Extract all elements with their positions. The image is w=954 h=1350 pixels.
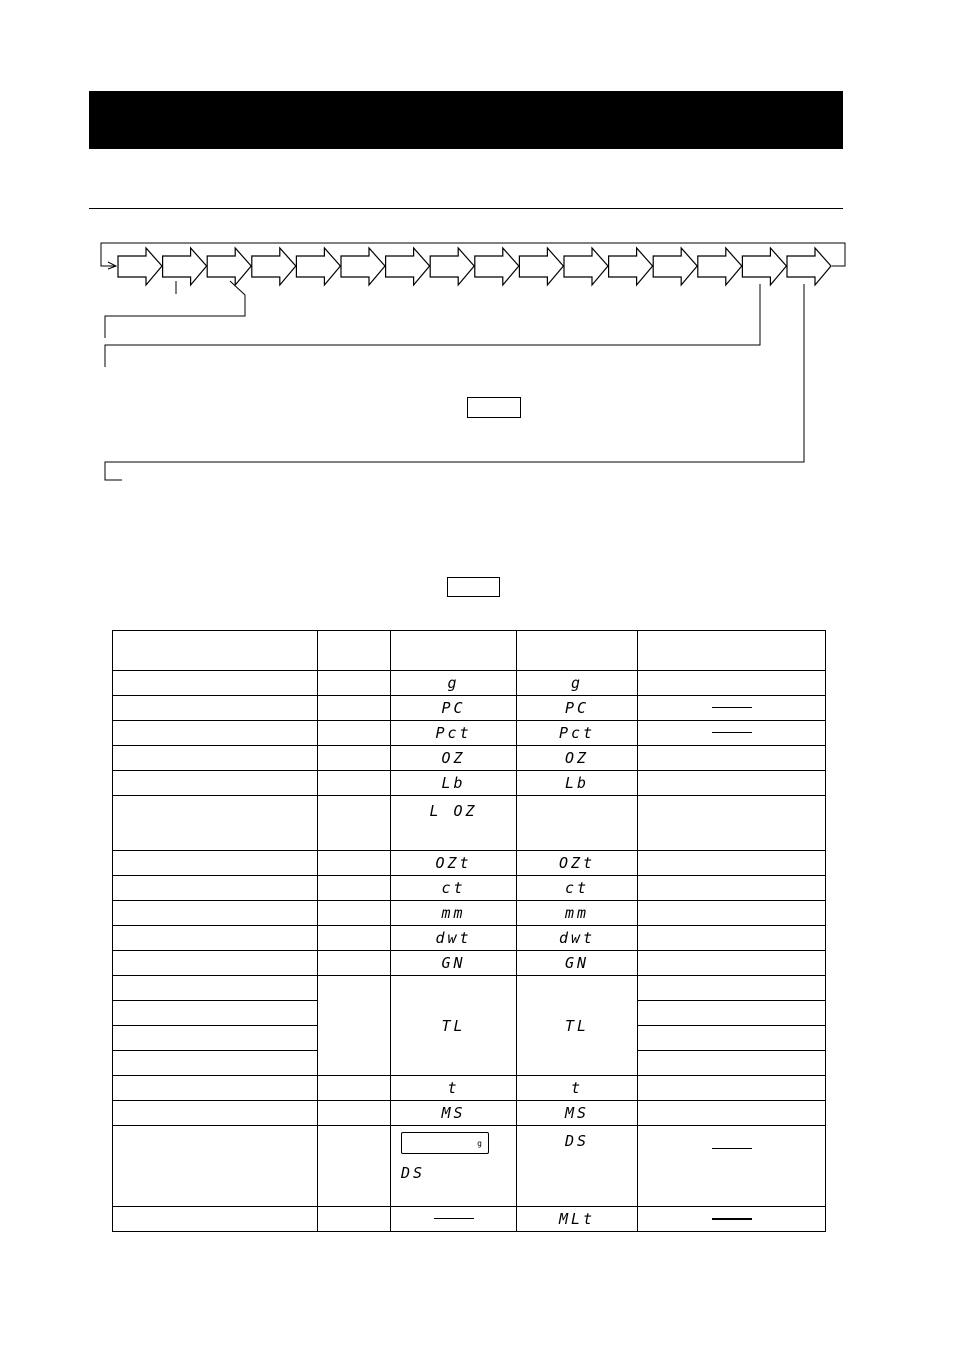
dash-mark — [712, 1218, 752, 1220]
sequence-step-arrow — [475, 248, 519, 285]
display-b-cell: ct — [517, 876, 638, 901]
table-row — [113, 671, 826, 696]
display-a-cell: OZt — [391, 851, 517, 876]
note-cell — [638, 876, 826, 901]
unit-name-cell — [113, 951, 318, 976]
table-row — [113, 696, 826, 721]
unit-code-cell — [318, 721, 391, 746]
display-b-cell: PC — [517, 696, 638, 721]
unit-name-cell — [113, 1101, 318, 1126]
note-cell — [638, 951, 826, 976]
unit-name-cell — [113, 1001, 318, 1026]
unit-code-cell — [318, 901, 391, 926]
sequence-step-arrow — [386, 248, 430, 285]
unit-name-cell — [113, 1126, 318, 1207]
unit-name-cell — [113, 746, 318, 771]
note-cell — [638, 1207, 826, 1232]
unit-code-cell — [318, 851, 391, 876]
unit-code-cell — [318, 976, 391, 1076]
dash-mark — [712, 1148, 752, 1149]
unit-name-cell — [113, 876, 318, 901]
display-a-cell — [391, 1126, 517, 1207]
unit-name-cell — [113, 671, 318, 696]
sequence-step-arrow — [609, 248, 653, 285]
table-row — [113, 721, 826, 746]
note-cell — [638, 976, 826, 1001]
display-a-cell — [391, 1207, 517, 1232]
lcd-display-icon — [401, 1132, 489, 1154]
display-b-cell: GN — [517, 951, 638, 976]
dash-mark — [712, 732, 752, 733]
note-cell — [638, 1126, 826, 1207]
unit-code-cell — [318, 876, 391, 901]
display-b-cell — [517, 796, 638, 851]
header-cell — [638, 631, 826, 671]
sequence-step-arrow — [787, 248, 831, 285]
display-a-cell: L OZ — [391, 796, 517, 851]
display-b-cell: OZ — [517, 746, 638, 771]
ds-label: DS — [401, 1164, 426, 1182]
table-row — [113, 851, 826, 876]
branch-line-2 — [105, 284, 760, 367]
note-cell — [638, 1101, 826, 1126]
note-cell — [638, 671, 826, 696]
key-box — [467, 397, 521, 418]
display-b-cell: mm — [517, 901, 638, 926]
unit-code-cell — [318, 926, 391, 951]
note-cell — [638, 926, 826, 951]
note-cell — [638, 696, 826, 721]
note-cell — [638, 771, 826, 796]
unit-name-cell — [113, 796, 318, 851]
unit-name-cell — [113, 851, 318, 876]
table-row — [113, 876, 826, 901]
sequence-step-arrow — [252, 248, 296, 285]
display-a-cell: Lb — [391, 771, 517, 796]
display-a-cell: dwt — [391, 926, 517, 951]
unit-code-cell — [318, 771, 391, 796]
sequence-step-arrow — [118, 248, 162, 285]
unit-name-cell — [113, 1051, 318, 1076]
lcd-unit: g — [477, 1139, 482, 1148]
table-row — [113, 951, 826, 976]
display-a-cell: mm — [391, 901, 517, 926]
display-a-cell: GN — [391, 951, 517, 976]
display-b-cell: dwt — [517, 926, 638, 951]
table-row — [113, 1207, 826, 1232]
display-b-cell: MS — [517, 1101, 638, 1126]
unit-name-cell — [113, 901, 318, 926]
note-cell — [638, 851, 826, 876]
display-a-cell: t — [391, 1076, 517, 1101]
sequence-step-arrow — [341, 248, 385, 285]
sequence-step-arrow — [698, 248, 742, 285]
sequence-step-arrow — [430, 248, 474, 285]
table-row — [113, 1101, 826, 1126]
sequence-step-arrow — [653, 248, 697, 285]
note-cell — [638, 1051, 826, 1076]
display-a-cell: OZ — [391, 746, 517, 771]
table-row — [113, 926, 826, 951]
table-row — [113, 901, 826, 926]
unit-code-cell — [318, 1207, 391, 1232]
header-cell — [318, 631, 391, 671]
unit-name-cell — [113, 926, 318, 951]
unit-table — [112, 630, 826, 1232]
note-cell — [638, 1001, 826, 1026]
table-row — [113, 796, 826, 851]
display-a-cell: ct — [391, 876, 517, 901]
sequence-step-arrow — [296, 248, 340, 285]
display-b-cell: Pct — [517, 721, 638, 746]
table-row — [113, 746, 826, 771]
unit-code-cell — [318, 1126, 391, 1207]
unit-code-cell — [318, 671, 391, 696]
dash-mark — [434, 1218, 474, 1219]
unit-name-cell — [113, 1076, 318, 1101]
display-a-cell: g — [391, 671, 517, 696]
table-row — [113, 1076, 826, 1101]
display-a-cell: PC — [391, 696, 517, 721]
display-b-cell: t — [517, 1076, 638, 1101]
display-b-cell: g — [517, 671, 638, 696]
unit-name-cell — [113, 771, 318, 796]
display-a-cell: TL — [391, 976, 517, 1076]
unit-name-cell — [113, 1026, 318, 1051]
note-cell — [638, 1026, 826, 1051]
table-row — [113, 1126, 826, 1207]
unit-code-cell — [318, 1101, 391, 1126]
unit-name-cell — [113, 1207, 318, 1232]
display-b-cell: DS — [517, 1126, 638, 1207]
branch-line-3 — [105, 284, 804, 480]
unit-name-cell — [113, 721, 318, 746]
display-b-cell: TL — [517, 976, 638, 1076]
unit-code-cell — [318, 796, 391, 851]
note-cell — [638, 1076, 826, 1101]
display-b-cell: MLt — [517, 1207, 638, 1232]
sequence-step-arrow — [207, 248, 251, 285]
sequence-step-arrow — [519, 248, 563, 285]
display-a-cell: Pct — [391, 721, 517, 746]
unit-code-cell — [318, 1076, 391, 1101]
note-cell — [638, 721, 826, 746]
header-cell — [391, 631, 517, 671]
note-cell — [638, 746, 826, 771]
sequence-step-arrow — [564, 248, 608, 285]
unit-name-cell — [113, 976, 318, 1001]
branch-line-1 — [105, 281, 245, 338]
sequence-step-arrow — [163, 248, 207, 285]
header-cell — [517, 631, 638, 671]
sequence-step-arrow — [742, 248, 786, 285]
table-header-row — [113, 631, 826, 671]
dash-mark — [712, 707, 752, 708]
unit-name-cell — [113, 696, 318, 721]
unit-code-cell — [318, 746, 391, 771]
unit-sequence-diagram — [0, 0, 954, 500]
note-cell — [638, 901, 826, 926]
note-cell — [638, 796, 826, 851]
unit-code-cell — [318, 951, 391, 976]
key-box — [447, 577, 500, 597]
display-b-cell: Lb — [517, 771, 638, 796]
display-a-cell: MS — [391, 1101, 517, 1126]
unit-code-cell — [318, 696, 391, 721]
header-cell — [113, 631, 318, 671]
table-row — [113, 976, 826, 1001]
table-row — [113, 771, 826, 796]
display-b-cell: OZt — [517, 851, 638, 876]
